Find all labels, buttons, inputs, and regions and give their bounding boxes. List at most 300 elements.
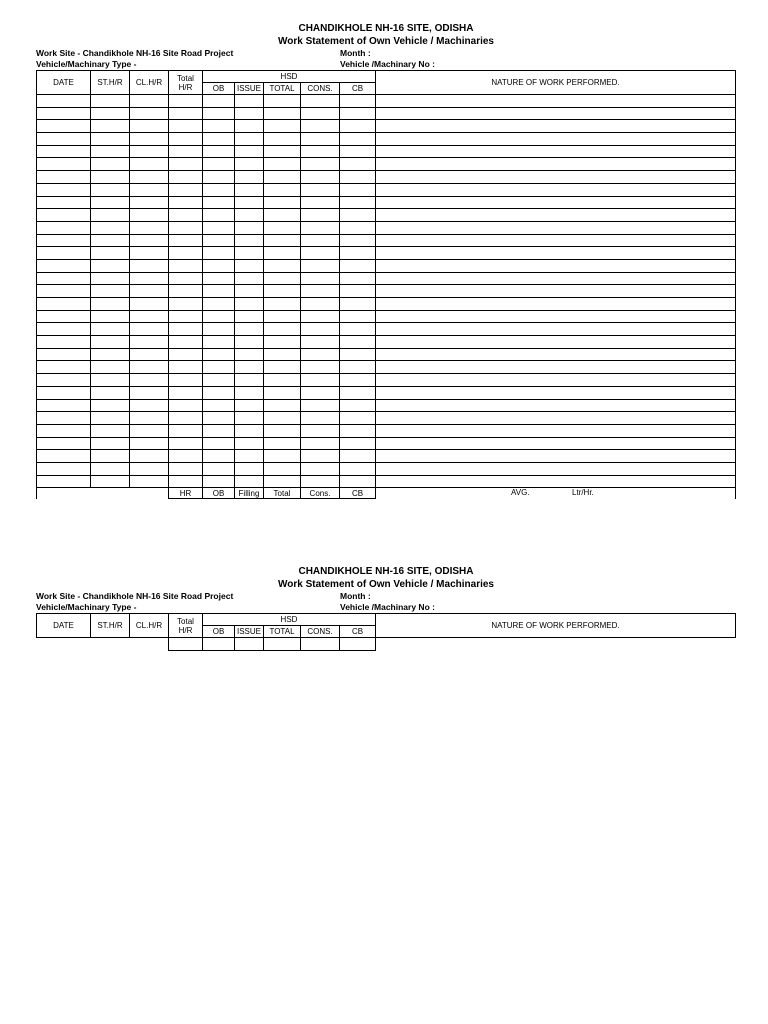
work-site-label: Work Site - Chandikhole NH-16 Site Road Project	[36, 591, 234, 601]
cell-cons	[301, 462, 340, 475]
cell-total-hr	[169, 209, 203, 222]
cell-cons	[301, 234, 340, 247]
cell-cons	[301, 412, 340, 425]
cell-nature	[376, 95, 736, 108]
cell-issue	[235, 107, 264, 120]
cell-cb	[340, 285, 376, 298]
cell-date	[37, 133, 91, 146]
cell-total-hr	[169, 450, 203, 463]
cell-cl-hr	[130, 475, 169, 488]
cell-total-hr	[169, 133, 203, 146]
cell-cl-hr	[130, 336, 169, 349]
col-total-hr-line2: H/R	[178, 625, 193, 635]
cell-ob	[203, 462, 235, 475]
cell-cl-hr	[130, 196, 169, 209]
cell-ob	[203, 120, 235, 133]
cell-nature	[376, 399, 736, 412]
cell-cons	[301, 158, 340, 171]
col-nature: NATURE OF WORK PERFORMED.	[376, 71, 736, 95]
cell-cl-hr	[130, 158, 169, 171]
cell-cons	[301, 259, 340, 272]
cell-total	[264, 310, 301, 323]
cell-ob	[203, 310, 235, 323]
table-row	[37, 285, 736, 298]
table-row	[37, 107, 736, 120]
cell-cb	[340, 196, 376, 209]
cell-cb	[340, 259, 376, 272]
cell-issue	[235, 259, 264, 272]
col-st-hr: ST.H/R	[91, 614, 130, 638]
table-row	[37, 336, 736, 349]
cell-cb	[340, 272, 376, 285]
col-total: TOTAL	[264, 83, 301, 95]
cell-cl-hr	[130, 234, 169, 247]
col-st-hr: ST.H/R	[91, 71, 130, 95]
cell-total	[264, 221, 301, 234]
cell-cons	[301, 209, 340, 222]
cell-cb	[340, 638, 376, 651]
cell-cl-hr	[130, 120, 169, 133]
cell-cl-hr	[130, 424, 169, 437]
cell-issue	[235, 475, 264, 488]
cell-total-hr	[169, 475, 203, 488]
cell-total	[264, 412, 301, 425]
footer-total: Total	[264, 488, 301, 499]
cell-issue	[235, 209, 264, 222]
cell-total-hr	[169, 374, 203, 387]
cell-nature	[376, 272, 736, 285]
cell-st-hr	[91, 247, 130, 260]
cell-st-hr	[91, 158, 130, 171]
cell-st-hr	[91, 323, 130, 336]
cell-cons	[301, 475, 340, 488]
cell-cons	[301, 183, 340, 196]
cell-st-hr	[91, 374, 130, 387]
cell-cl-hr	[130, 247, 169, 260]
cell-cons	[301, 437, 340, 450]
cell-date	[37, 386, 91, 399]
cell-ob	[203, 361, 235, 374]
cell-cb	[340, 158, 376, 171]
cell-issue	[235, 221, 264, 234]
cell-ob	[203, 348, 235, 361]
cell-cb	[340, 298, 376, 311]
sheet-meta	[36, 48, 736, 70]
cell-issue	[235, 196, 264, 209]
cell-total	[264, 399, 301, 412]
cell-ob	[203, 424, 235, 437]
work-log-table	[36, 70, 736, 499]
cell-nature	[376, 221, 736, 234]
cell-total	[264, 95, 301, 108]
cell-st-hr	[91, 348, 130, 361]
col-date: DATE	[37, 71, 91, 95]
cell-total	[264, 183, 301, 196]
cell-ob	[203, 145, 235, 158]
cell-date	[37, 412, 91, 425]
cell-ob	[203, 298, 235, 311]
cell-nature	[376, 310, 736, 323]
cell-total-hr	[169, 158, 203, 171]
cell-total	[264, 386, 301, 399]
cell-cons	[301, 424, 340, 437]
cell-total-hr	[169, 285, 203, 298]
cell-cb	[340, 133, 376, 146]
cell-nature	[376, 437, 736, 450]
cell-nature	[376, 424, 736, 437]
cell-nature	[376, 374, 736, 387]
cell-cl-hr	[130, 361, 169, 374]
cell-date	[37, 475, 91, 488]
cell-cons	[301, 95, 340, 108]
cell-date	[37, 196, 91, 209]
col-cb: CB	[340, 83, 376, 95]
cell-ob	[203, 437, 235, 450]
cell-nature	[376, 475, 736, 488]
cell-total	[264, 374, 301, 387]
cell-cons	[301, 133, 340, 146]
cell-st-hr	[91, 145, 130, 158]
cell-total	[264, 462, 301, 475]
cell-total	[264, 475, 301, 488]
cell-nature	[376, 158, 736, 171]
cell-nature	[376, 450, 736, 463]
col-ob: OB	[203, 626, 235, 638]
empty-cell	[91, 638, 130, 651]
cell-st-hr	[91, 183, 130, 196]
cell-nature	[376, 259, 736, 272]
cell-ob	[203, 95, 235, 108]
cell-issue	[235, 437, 264, 450]
vehicle-type-label: Vehicle/Machinary Type -	[36, 59, 137, 69]
table-row	[37, 120, 736, 133]
cell-st-hr	[91, 462, 130, 475]
avg-label: AVG.	[511, 488, 530, 498]
cell-st-hr	[91, 209, 130, 222]
cell-date	[37, 221, 91, 234]
cell-total-hr	[169, 336, 203, 349]
table-row	[37, 323, 736, 336]
cell-cb	[340, 247, 376, 260]
cell-nature	[376, 462, 736, 475]
cell-st-hr	[91, 221, 130, 234]
cell-issue	[235, 298, 264, 311]
cell-cl-hr	[130, 107, 169, 120]
cell-issue	[235, 183, 264, 196]
cell-total	[264, 145, 301, 158]
cell-cb	[340, 412, 376, 425]
cell-ob	[203, 259, 235, 272]
cell-total-hr	[169, 424, 203, 437]
cell-cl-hr	[130, 285, 169, 298]
cell-ob	[203, 247, 235, 260]
cell-cb	[340, 95, 376, 108]
cell-cl-hr	[130, 310, 169, 323]
col-date: DATE	[37, 614, 91, 638]
cell-cb	[340, 120, 376, 133]
cell-nature	[376, 234, 736, 247]
cell-issue	[235, 120, 264, 133]
cell-nature	[376, 120, 736, 133]
cell-cons	[301, 361, 340, 374]
cell-nature	[376, 171, 736, 184]
cell-cl-hr	[130, 386, 169, 399]
cell-date	[37, 145, 91, 158]
vehicle-type-label: Vehicle/Machinary Type -	[36, 602, 137, 612]
cell-issue	[235, 285, 264, 298]
table-row	[37, 133, 736, 146]
cell-date	[37, 399, 91, 412]
cell-nature	[376, 386, 736, 399]
cell-cons	[301, 310, 340, 323]
cell-cons	[301, 120, 340, 133]
cell-total	[264, 107, 301, 120]
cell-st-hr	[91, 310, 130, 323]
cell-total	[264, 450, 301, 463]
cell-date	[37, 424, 91, 437]
empty-cell	[130, 638, 169, 651]
cell-cons	[301, 298, 340, 311]
cell-cl-hr	[130, 374, 169, 387]
statement-sheet-1	[36, 22, 736, 499]
cell-cons	[301, 145, 340, 158]
cell-total	[264, 209, 301, 222]
cell-st-hr	[91, 475, 130, 488]
cell-cb	[340, 399, 376, 412]
work-site-label: Work Site - Chandikhole NH-16 Site Road Project	[36, 48, 234, 58]
cell-total-hr	[169, 171, 203, 184]
cell-ob	[203, 196, 235, 209]
cell-date	[37, 183, 91, 196]
sheet-meta	[36, 591, 736, 613]
cell-total	[264, 298, 301, 311]
avg-unit: Ltr/Hr.	[572, 488, 594, 498]
cell-date	[37, 259, 91, 272]
table-row	[37, 209, 736, 222]
cell-issue	[235, 450, 264, 463]
work-log-table	[36, 613, 736, 651]
cell-cl-hr	[130, 348, 169, 361]
cell-cons	[301, 247, 340, 260]
table-row	[37, 399, 736, 412]
table-row	[37, 183, 736, 196]
table-row	[37, 145, 736, 158]
cell-total	[264, 133, 301, 146]
footer-blank	[37, 488, 169, 499]
cell-ob	[203, 374, 235, 387]
cell-issue	[235, 374, 264, 387]
cell-total-hr	[169, 386, 203, 399]
footer-ob: OB	[203, 488, 235, 499]
cell-ob	[203, 399, 235, 412]
cell-total-hr	[169, 145, 203, 158]
cell-st-hr	[91, 336, 130, 349]
col-issue: ISSUE	[235, 626, 264, 638]
cell-total-hr	[169, 120, 203, 133]
cell-ob	[203, 221, 235, 234]
cell-issue	[235, 412, 264, 425]
cell-cb	[340, 374, 376, 387]
table-row	[37, 462, 736, 475]
table-row	[37, 361, 736, 374]
cell-cb	[340, 107, 376, 120]
site-title: CHANDIKHOLE NH-16 SITE, ODISHA	[298, 566, 474, 577]
cell-ob	[203, 386, 235, 399]
cell-cb	[340, 361, 376, 374]
cell-cl-hr	[130, 95, 169, 108]
cell-total	[264, 285, 301, 298]
cell-total-hr	[169, 310, 203, 323]
cell-date	[37, 323, 91, 336]
cell-ob	[203, 183, 235, 196]
table-row	[37, 437, 736, 450]
cell-total-hr	[169, 107, 203, 120]
cell-issue	[235, 272, 264, 285]
cell-st-hr	[91, 107, 130, 120]
cell-nature	[376, 133, 736, 146]
cell-date	[37, 107, 91, 120]
table-row	[37, 171, 736, 184]
cell-total-hr	[169, 361, 203, 374]
cell-total	[264, 158, 301, 171]
footer-average	[376, 488, 736, 499]
cell-cl-hr	[130, 437, 169, 450]
cell-ob	[203, 285, 235, 298]
cell-total-hr	[169, 462, 203, 475]
cell-date	[37, 285, 91, 298]
cell-cb	[340, 145, 376, 158]
cell-nature	[376, 247, 736, 260]
cell-st-hr	[91, 171, 130, 184]
cell-st-hr	[91, 133, 130, 146]
cell-total	[264, 259, 301, 272]
statement-title: Work Statement of Own Vehicle / Machinaries	[278, 579, 494, 590]
cell-cb	[340, 437, 376, 450]
cell-date	[37, 310, 91, 323]
table-row	[37, 247, 736, 260]
cell-cl-hr	[130, 323, 169, 336]
cell-total	[264, 120, 301, 133]
cell-ob	[203, 412, 235, 425]
cell-total-hr	[169, 183, 203, 196]
cell-cl-hr	[130, 259, 169, 272]
table-row	[37, 298, 736, 311]
cell-total-hr	[169, 196, 203, 209]
cell-total-hr	[169, 437, 203, 450]
cell-date	[37, 361, 91, 374]
cell-total	[264, 247, 301, 260]
cell-date	[37, 209, 91, 222]
cell-total	[264, 348, 301, 361]
cell-issue	[235, 361, 264, 374]
cell-total-hr	[169, 638, 203, 651]
table-row	[37, 348, 736, 361]
cell-issue	[235, 462, 264, 475]
cell-cons	[301, 196, 340, 209]
cell-cl-hr	[130, 221, 169, 234]
cell-st-hr	[91, 95, 130, 108]
cell-total	[264, 272, 301, 285]
cell-cb	[340, 183, 376, 196]
cell-issue	[235, 424, 264, 437]
cell-cl-hr	[130, 183, 169, 196]
cell-total-hr	[169, 247, 203, 260]
cell-ob	[203, 234, 235, 247]
cell-ob	[203, 158, 235, 171]
cell-total	[264, 361, 301, 374]
cell-cb	[340, 336, 376, 349]
table-row	[37, 475, 736, 488]
cell-nature	[376, 336, 736, 349]
col-hsd: HSD	[203, 614, 376, 626]
cell-cl-hr	[130, 450, 169, 463]
cell-ob	[203, 171, 235, 184]
cell-st-hr	[91, 450, 130, 463]
table-row	[37, 450, 736, 463]
cell-total-hr	[169, 298, 203, 311]
cell-total-hr	[169, 348, 203, 361]
cell-st-hr	[91, 234, 130, 247]
cell-nature	[376, 348, 736, 361]
cell-cons	[301, 323, 340, 336]
cell-cb	[340, 310, 376, 323]
cell-ob	[203, 133, 235, 146]
cell-nature	[376, 107, 736, 120]
table-row	[37, 272, 736, 285]
cell-issue	[235, 323, 264, 336]
col-cons: CONS.	[301, 626, 340, 638]
cell-st-hr	[91, 424, 130, 437]
cell-st-hr	[91, 259, 130, 272]
col-total-hr	[169, 614, 203, 638]
statement-sheet-2	[36, 565, 736, 651]
cell-issue	[235, 386, 264, 399]
cell-cb	[340, 348, 376, 361]
cell-nature	[376, 209, 736, 222]
cell-date	[37, 450, 91, 463]
cell-date	[37, 234, 91, 247]
col-issue: ISSUE	[235, 83, 264, 95]
footer-hr: HR	[169, 488, 203, 499]
cell-issue	[235, 247, 264, 260]
cell-date	[37, 95, 91, 108]
vehicle-no-label: Vehicle /Machinary No :	[340, 602, 435, 612]
table-row	[37, 95, 736, 108]
cell-date	[37, 348, 91, 361]
cell-st-hr	[91, 361, 130, 374]
cell-nature	[376, 298, 736, 311]
cell-date	[37, 158, 91, 171]
col-nature: NATURE OF WORK PERFORMED.	[376, 614, 736, 638]
table-row	[37, 374, 736, 387]
col-total-hr-line1: Total	[177, 73, 194, 83]
cell-cl-hr	[130, 171, 169, 184]
col-cons: CONS.	[301, 83, 340, 95]
cell-nature	[376, 412, 736, 425]
cell-total	[264, 437, 301, 450]
table-row	[37, 196, 736, 209]
cell-total	[264, 234, 301, 247]
cell-st-hr	[91, 412, 130, 425]
footer-filling: Filling	[235, 488, 264, 499]
cell-st-hr	[91, 298, 130, 311]
cell-st-hr	[91, 437, 130, 450]
month-label: Month :	[340, 591, 371, 601]
cell-cb	[340, 234, 376, 247]
cell-cons	[301, 386, 340, 399]
table-row	[37, 158, 736, 171]
cell-st-hr	[91, 120, 130, 133]
